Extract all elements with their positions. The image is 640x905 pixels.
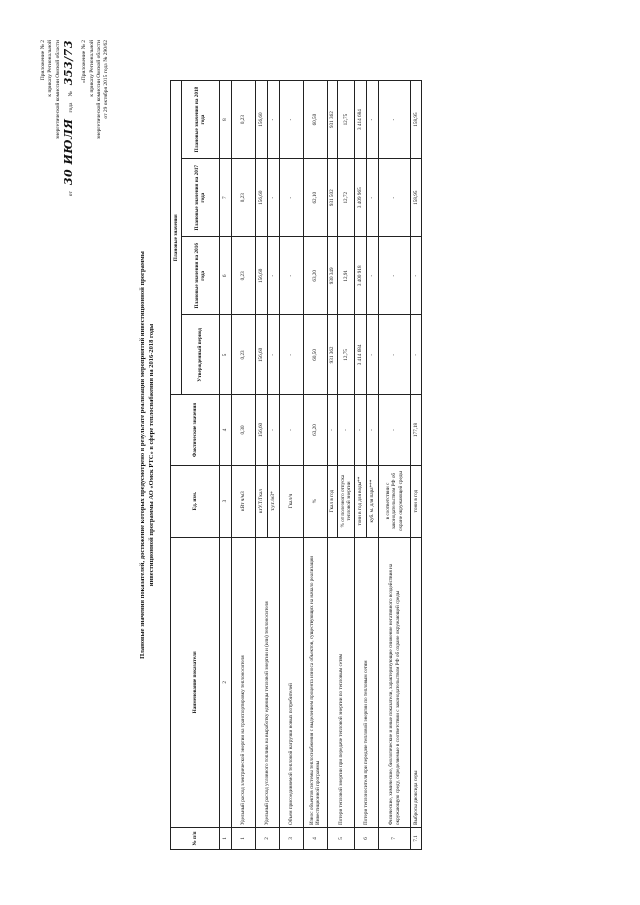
row-unit: Гкал в год — [327, 465, 338, 537]
row-unit: т.у.т./м3* — [267, 465, 279, 537]
row-approved: 156,60 — [255, 315, 267, 395]
row-fact: - — [327, 395, 338, 465]
handwritten-order-number: 353/73 — [62, 40, 76, 86]
row-name: Износ объектов системы теплоснабжения с выделением процента износа объектов, существующих на начало реализации Инвестиционной программы — [303, 537, 327, 827]
row-no: 4 — [303, 827, 327, 849]
appendix-title: Приложение № 2 — [40, 40, 46, 81]
header-2017: Плановые значения на 2017 года — [181, 159, 219, 237]
row-2017: 62,10 — [303, 159, 327, 237]
row-2018: - — [379, 81, 411, 159]
table-row — [379, 81, 411, 850]
row-2016: 930 349 — [327, 237, 338, 315]
column-index-row: 1 2 3 4 5 6 7 8 — [219, 81, 231, 850]
row-2017: 156,60 — [255, 159, 267, 237]
row-name: Потери теплоносителя при передаче тепловой энергии по тепловым сетям — [355, 537, 379, 827]
row-2016: 12,91 — [338, 237, 355, 315]
header-2016: Плановые значения на 2016 года — [181, 237, 219, 315]
row-approved: - — [379, 315, 411, 395]
header-no: № п/п — [171, 827, 220, 849]
row-name: Физические, химические, биологические и иные показатели, характеризующие снижение негативного воздействия на окружающую среду, определяемые в соответствии с законодательством РФ об охране окружающей среды — [379, 537, 411, 827]
row-2016: 3 400 918 — [355, 237, 367, 315]
row-2017: 931 502 — [327, 159, 338, 237]
row-approved: 0,23 — [231, 315, 255, 395]
table-row — [411, 81, 422, 850]
row-2016: - — [379, 237, 411, 315]
row-2018: 3 414 684 — [355, 81, 367, 159]
row-fact: 156,60 — [255, 395, 267, 465]
appendix-commission: энергетической комиссии Омской области — [54, 40, 61, 140]
row-2018: 156,60 — [255, 81, 267, 159]
row-2016: 156,60 — [255, 237, 267, 315]
original-order-date: от 29 октября 2015 года № 290/62 — [103, 40, 110, 119]
row-2018: - — [367, 81, 379, 159]
row-name: Выбросы диоксида серы — [411, 537, 422, 827]
document-title — [138, 90, 156, 820]
row-fact: - — [279, 395, 303, 465]
row-approved: - — [367, 315, 379, 395]
row-2018: 931 362 — [327, 81, 338, 159]
row-2018: 60,50 — [303, 81, 327, 159]
row-no: 7.1 — [411, 827, 422, 849]
row-name: Объем присоединяемой тепловой нагрузки новых потребителей — [279, 537, 303, 827]
row-fact: - — [267, 395, 279, 465]
appendix-order-to: к приказу Региональной — [47, 40, 54, 97]
table-header-row — [171, 81, 182, 850]
row-unit: кгУ.Т/Гкал — [255, 465, 267, 537]
order-date-line: от 30 ИЮЛЯ года № 353/73 — [62, 40, 76, 197]
title-line-1: Плановые значения показателей, достижение которых предусмотрено в результате реализации мероприятий инвестиционной программы — [139, 251, 146, 659]
row-2018: 158,95 — [411, 81, 422, 159]
row-2018: 12,75 — [338, 81, 355, 159]
row-unit: % от полезного отпуска тепловой энергии — [338, 465, 355, 537]
row-fact: 177,18 — [411, 395, 422, 465]
row-unit: Гкал/ч — [279, 465, 303, 537]
row-no: 2 — [255, 827, 279, 849]
handwritten-date: 30 ИЮЛЯ — [62, 118, 76, 186]
row-no: 1 — [231, 827, 255, 849]
row-approved: 3 414 684 — [355, 315, 367, 395]
row-unit: куб. м. для пара*** — [367, 465, 379, 537]
row-no: 7 — [379, 827, 411, 849]
appendix-quote: «Приложение № 2 — [81, 40, 88, 84]
row-unit: тонн в год — [411, 465, 422, 537]
row-2018: - — [279, 81, 303, 159]
row-approved: 931 362 — [327, 315, 338, 395]
rotated-document-page — [40, 30, 610, 880]
table-row — [231, 81, 255, 850]
row-2017: - — [267, 159, 279, 237]
row-2016: - — [411, 237, 422, 315]
row-2017: - — [379, 159, 411, 237]
row-approved: - — [279, 315, 303, 395]
header-approved: Утвержденный период — [181, 315, 219, 395]
row-fact: - — [338, 395, 355, 465]
row-2018: 0,23 — [231, 81, 255, 159]
row-2017: 0,23 — [231, 159, 255, 237]
table-row — [303, 81, 327, 850]
row-2017: - — [367, 159, 379, 237]
row-fact: - — [379, 395, 411, 465]
row-fact: - — [355, 395, 367, 465]
row-approved: 60,50 — [303, 315, 327, 395]
row-2016: - — [367, 237, 379, 315]
row-2016: - — [279, 237, 303, 315]
row-2016: - — [267, 237, 279, 315]
row-name: Потери тепловой энергии при передаче тепловой энергии по тепловым сетям — [327, 537, 355, 827]
table-row — [355, 81, 367, 850]
indicators-table — [170, 80, 422, 850]
title-line-2: инвестиционной программы АО «Омск РТС» в сфере теплоснабжения на 2016-2018 годы — [148, 323, 156, 587]
row-approved: - — [411, 315, 422, 395]
row-name: Удельный расход условного топлива на выработку единицы тепловой энергии и (или) теплоносителя — [255, 537, 279, 827]
table-row — [327, 81, 338, 850]
header-fact: Фактические значения — [171, 395, 220, 465]
header-unit: Ед. изм. — [171, 465, 220, 537]
row-2018: - — [267, 81, 279, 159]
row-no: 6 — [355, 827, 379, 849]
header-name: Наименование показателя — [171, 537, 220, 827]
row-approved: 12,75 — [338, 315, 355, 395]
header-2018: Плановые значения на 2018 года — [181, 81, 219, 159]
appendix-header: Приложение № 2 к приказу Региональной энергетической комиссии Омской области от 30 ИЮЛЯ года № 353/73 «Приложение № 2 к приказу Региональной энергетической комиссии Омской области от 29 октября 2015 года № 290/62 — [40, 40, 111, 270]
row-approved: - — [267, 315, 279, 395]
row-fact: 63,20 — [303, 395, 327, 465]
row-unit: кВт ч/м3 — [231, 465, 255, 537]
row-unit: % — [303, 465, 327, 537]
row-fact: - — [367, 395, 379, 465]
row-name: Удельный расход электрической энергии на транспортировку теплоносителя — [231, 537, 255, 827]
row-2017: 12,72 — [338, 159, 355, 237]
row-2016: 63,20 — [303, 237, 327, 315]
row-2017: 3 409 965 — [355, 159, 367, 237]
row-unit: в соответствии с законодательством РФ об охране окружающей среды — [379, 465, 411, 537]
row-no: 3 — [279, 827, 303, 849]
row-no: 5 — [327, 827, 355, 849]
table-row — [279, 81, 303, 850]
row-unit: тонн в год для воды** — [355, 465, 367, 537]
row-fact: 0,30 — [231, 395, 255, 465]
row-2017: 158,95 — [411, 159, 422, 237]
row-2016: 0,23 — [231, 237, 255, 315]
header-planned-group: Плановые значения — [171, 81, 182, 395]
table-row — [255, 81, 267, 850]
row-2017: - — [279, 159, 303, 237]
